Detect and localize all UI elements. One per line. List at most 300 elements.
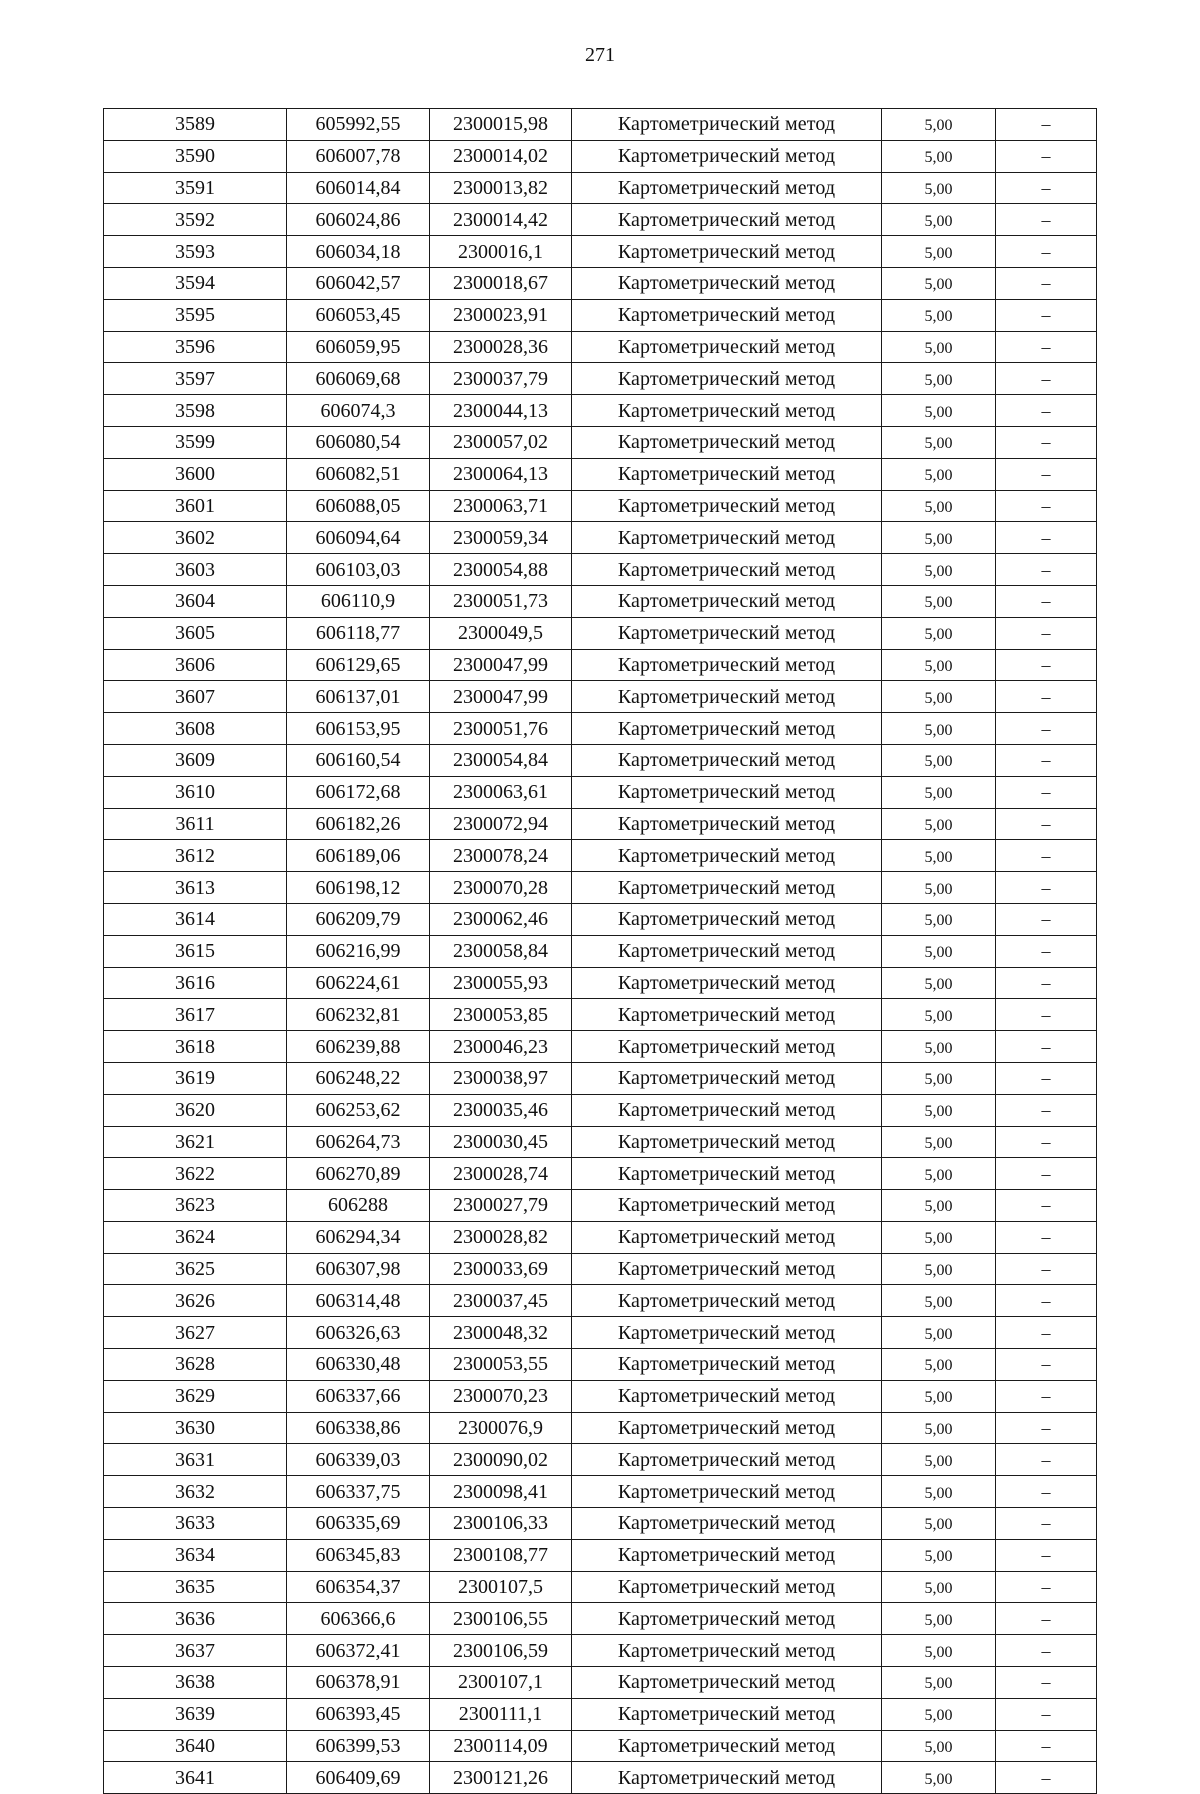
point-number-cell: 3624	[104, 1221, 287, 1253]
table-row	[104, 236, 1097, 268]
note-cell: –	[996, 1730, 1097, 1762]
accuracy-cell: 5,00	[882, 299, 996, 331]
note-cell: –	[996, 236, 1097, 268]
table-row	[104, 1190, 1097, 1222]
coord-y-cell: 2300037,45	[430, 1285, 572, 1317]
note-cell: –	[996, 363, 1097, 395]
note-cell: –	[996, 1126, 1097, 1158]
coord-x-cell: 606224,61	[287, 967, 430, 999]
accuracy-cell: 5,00	[882, 1444, 996, 1476]
point-number-cell: 3598	[104, 395, 287, 427]
table-row	[104, 267, 1097, 299]
method-cell: Картометрический метод	[572, 1031, 882, 1063]
method-cell: Картометрический метод	[572, 617, 882, 649]
point-number-cell: 3628	[104, 1349, 287, 1381]
point-number-cell: 3623	[104, 1190, 287, 1222]
coord-y-cell: 2300028,82	[430, 1221, 572, 1253]
accuracy-cell: 5,00	[882, 1094, 996, 1126]
point-number-cell: 3609	[104, 744, 287, 776]
coord-x-cell: 606366,6	[287, 1603, 430, 1635]
coord-x-cell: 606314,48	[287, 1285, 430, 1317]
table-row	[104, 140, 1097, 172]
method-cell: Картометрический метод	[572, 1190, 882, 1222]
point-number-cell: 3613	[104, 872, 287, 904]
method-cell: Картометрический метод	[572, 1221, 882, 1253]
coord-x-cell: 606372,41	[287, 1635, 430, 1667]
accuracy-cell: 5,00	[882, 1508, 996, 1540]
coord-x-cell: 606172,68	[287, 776, 430, 808]
method-cell: Картометрический метод	[572, 1730, 882, 1762]
table-row	[104, 1062, 1097, 1094]
accuracy-cell: 5,00	[882, 999, 996, 1031]
point-number-cell: 3633	[104, 1508, 287, 1540]
point-number-cell: 3630	[104, 1412, 287, 1444]
coord-y-cell: 2300114,09	[430, 1730, 572, 1762]
note-cell: –	[996, 744, 1097, 776]
table-row	[104, 1635, 1097, 1667]
point-number-cell: 3621	[104, 1126, 287, 1158]
coord-y-cell: 2300057,02	[430, 426, 572, 458]
table-row	[104, 1476, 1097, 1508]
coord-y-cell: 2300058,84	[430, 935, 572, 967]
coord-y-cell: 2300106,55	[430, 1603, 572, 1635]
coord-x-cell: 606253,62	[287, 1094, 430, 1126]
note-cell: –	[996, 458, 1097, 490]
coord-y-cell: 2300070,28	[430, 872, 572, 904]
accuracy-cell: 5,00	[882, 808, 996, 840]
table-row	[104, 1094, 1097, 1126]
coord-x-cell: 606339,03	[287, 1444, 430, 1476]
method-cell: Картометрический метод	[572, 140, 882, 172]
method-cell: Картометрический метод	[572, 1571, 882, 1603]
method-cell: Картометрический метод	[572, 872, 882, 904]
method-cell: Картометрический метод	[572, 1539, 882, 1571]
method-cell: Картометрический метод	[572, 903, 882, 935]
accuracy-cell: 5,00	[882, 109, 996, 141]
method-cell: Картометрический метод	[572, 808, 882, 840]
point-number-cell: 3618	[104, 1031, 287, 1063]
accuracy-cell: 5,00	[882, 1635, 996, 1667]
accuracy-cell: 5,00	[882, 1190, 996, 1222]
table-row	[104, 1158, 1097, 1190]
coord-x-cell: 606042,57	[287, 267, 430, 299]
coord-x-cell: 606354,37	[287, 1571, 430, 1603]
accuracy-cell: 5,00	[882, 1285, 996, 1317]
coord-x-cell: 606014,84	[287, 172, 430, 204]
method-cell: Картометрический метод	[572, 395, 882, 427]
point-number-cell: 3605	[104, 617, 287, 649]
note-cell: –	[996, 999, 1097, 1031]
coord-y-cell: 2300072,94	[430, 808, 572, 840]
table-row	[104, 999, 1097, 1031]
table-row	[104, 1603, 1097, 1635]
accuracy-cell: 5,00	[882, 140, 996, 172]
point-number-cell: 3595	[104, 299, 287, 331]
point-number-cell: 3627	[104, 1317, 287, 1349]
table-row	[104, 1762, 1097, 1794]
note-cell: –	[996, 1635, 1097, 1667]
note-cell: –	[996, 1190, 1097, 1222]
method-cell: Картометрический метод	[572, 554, 882, 586]
accuracy-cell: 5,00	[882, 967, 996, 999]
point-number-cell: 3620	[104, 1094, 287, 1126]
point-number-cell: 3607	[104, 681, 287, 713]
point-number-cell: 3589	[104, 109, 287, 141]
note-cell: –	[996, 395, 1097, 427]
method-cell: Картометрический метод	[572, 1380, 882, 1412]
coord-y-cell: 2300107,1	[430, 1667, 572, 1699]
coord-x-cell: 606294,34	[287, 1221, 430, 1253]
point-number-cell: 3592	[104, 204, 287, 236]
table-row	[104, 1031, 1097, 1063]
note-cell: –	[996, 872, 1097, 904]
coord-x-cell: 606209,79	[287, 903, 430, 935]
note-cell: –	[996, 522, 1097, 554]
method-cell: Картометрический метод	[572, 1253, 882, 1285]
point-number-cell: 3602	[104, 522, 287, 554]
table-row	[104, 1253, 1097, 1285]
method-cell: Картометрический метод	[572, 267, 882, 299]
method-cell: Картометрический метод	[572, 426, 882, 458]
method-cell: Картометрический метод	[572, 744, 882, 776]
method-cell: Картометрический метод	[572, 1412, 882, 1444]
coord-x-cell: 606399,53	[287, 1730, 430, 1762]
table-row	[104, 1730, 1097, 1762]
method-cell: Картометрический метод	[572, 1349, 882, 1381]
note-cell: –	[996, 1317, 1097, 1349]
note-cell: –	[996, 109, 1097, 141]
table-row	[104, 903, 1097, 935]
coord-y-cell: 2300023,91	[430, 299, 572, 331]
method-cell: Картометрический метод	[572, 1062, 882, 1094]
accuracy-cell: 5,00	[882, 1380, 996, 1412]
coord-x-cell: 606307,98	[287, 1253, 430, 1285]
table-row	[104, 935, 1097, 967]
coord-y-cell: 2300062,46	[430, 903, 572, 935]
accuracy-cell: 5,00	[882, 1698, 996, 1730]
coord-y-cell: 2300078,24	[430, 840, 572, 872]
accuracy-cell: 5,00	[882, 1317, 996, 1349]
point-number-cell: 3610	[104, 776, 287, 808]
coord-x-cell: 606034,18	[287, 236, 430, 268]
table-row	[104, 1317, 1097, 1349]
coord-y-cell: 2300047,99	[430, 649, 572, 681]
coord-x-cell: 606288	[287, 1190, 430, 1222]
coord-x-cell: 606232,81	[287, 999, 430, 1031]
accuracy-cell: 5,00	[882, 1221, 996, 1253]
coord-y-cell: 2300027,79	[430, 1190, 572, 1222]
coord-y-cell: 2300054,88	[430, 554, 572, 586]
note-cell: –	[996, 585, 1097, 617]
point-number-cell: 3640	[104, 1730, 287, 1762]
accuracy-cell: 5,00	[882, 204, 996, 236]
method-cell: Картометрический метод	[572, 522, 882, 554]
table-row	[104, 1571, 1097, 1603]
coord-y-cell: 2300098,41	[430, 1476, 572, 1508]
coord-y-cell: 2300106,59	[430, 1635, 572, 1667]
table-row	[104, 1698, 1097, 1730]
note-cell: –	[996, 267, 1097, 299]
method-cell: Картометрический метод	[572, 458, 882, 490]
table-row	[104, 363, 1097, 395]
accuracy-cell: 5,00	[882, 331, 996, 363]
coord-x-cell: 606118,77	[287, 617, 430, 649]
coord-x-cell: 606216,99	[287, 935, 430, 967]
accuracy-cell: 5,00	[882, 1126, 996, 1158]
point-number-cell: 3634	[104, 1539, 287, 1571]
note-cell: –	[996, 1412, 1097, 1444]
accuracy-cell: 5,00	[882, 1062, 996, 1094]
method-cell: Картометрический метод	[572, 1698, 882, 1730]
accuracy-cell: 5,00	[882, 1571, 996, 1603]
accuracy-cell: 5,00	[882, 1730, 996, 1762]
page-number: 271	[585, 44, 615, 66]
coord-x-cell: 606393,45	[287, 1698, 430, 1730]
coord-y-cell: 2300037,79	[430, 363, 572, 395]
coord-x-cell: 606239,88	[287, 1031, 430, 1063]
note-cell: –	[996, 840, 1097, 872]
note-cell: –	[996, 490, 1097, 522]
coord-x-cell: 606189,06	[287, 840, 430, 872]
point-number-cell: 3636	[104, 1603, 287, 1635]
table-row	[104, 872, 1097, 904]
method-cell: Картометрический метод	[572, 776, 882, 808]
coord-y-cell: 2300055,93	[430, 967, 572, 999]
coord-y-cell: 2300106,33	[430, 1508, 572, 1540]
accuracy-cell: 5,00	[882, 1158, 996, 1190]
note-cell: –	[996, 1444, 1097, 1476]
table-row	[104, 458, 1097, 490]
note-cell: –	[996, 1698, 1097, 1730]
point-number-cell: 3599	[104, 426, 287, 458]
coord-x-cell: 606409,69	[287, 1762, 430, 1794]
table-row	[104, 681, 1097, 713]
coord-y-cell: 2300015,98	[430, 109, 572, 141]
method-cell: Картометрический метод	[572, 935, 882, 967]
point-number-cell: 3593	[104, 236, 287, 268]
note-cell: –	[996, 1221, 1097, 1253]
table-row	[104, 617, 1097, 649]
method-cell: Картометрический метод	[572, 840, 882, 872]
table-row	[104, 1380, 1097, 1412]
coord-y-cell: 2300051,76	[430, 713, 572, 745]
coord-x-cell: 606059,95	[287, 331, 430, 363]
coord-x-cell: 606082,51	[287, 458, 430, 490]
coord-x-cell: 606088,05	[287, 490, 430, 522]
table-row	[104, 204, 1097, 236]
accuracy-cell: 5,00	[882, 490, 996, 522]
accuracy-cell: 5,00	[882, 1349, 996, 1381]
coord-y-cell: 2300063,71	[430, 490, 572, 522]
table-row	[104, 744, 1097, 776]
coord-y-cell: 2300107,5	[430, 1571, 572, 1603]
table-row	[104, 1508, 1097, 1540]
method-cell: Картометрический метод	[572, 299, 882, 331]
point-number-cell: 3637	[104, 1635, 287, 1667]
coord-x-cell: 606094,64	[287, 522, 430, 554]
coord-y-cell: 2300064,13	[430, 458, 572, 490]
method-cell: Картометрический метод	[572, 1635, 882, 1667]
point-number-cell: 3614	[104, 903, 287, 935]
accuracy-cell: 5,00	[882, 395, 996, 427]
table-row	[104, 776, 1097, 808]
table-row	[104, 649, 1097, 681]
coord-x-cell: 606248,22	[287, 1062, 430, 1094]
point-number-cell: 3603	[104, 554, 287, 586]
method-cell: Картометрический метод	[572, 585, 882, 617]
method-cell: Картометрический метод	[572, 1603, 882, 1635]
coord-y-cell: 2300014,02	[430, 140, 572, 172]
table-row	[104, 1444, 1097, 1476]
coord-y-cell: 2300051,73	[430, 585, 572, 617]
method-cell: Картометрический метод	[572, 204, 882, 236]
point-number-cell: 3625	[104, 1253, 287, 1285]
coord-y-cell: 2300054,84	[430, 744, 572, 776]
table-row	[104, 426, 1097, 458]
accuracy-cell: 5,00	[882, 554, 996, 586]
note-cell: –	[996, 1667, 1097, 1699]
point-number-cell: 3639	[104, 1698, 287, 1730]
point-number-cell: 3619	[104, 1062, 287, 1094]
method-cell: Картометрический метод	[572, 649, 882, 681]
method-cell: Картометрический метод	[572, 1667, 882, 1699]
coord-x-cell: 606378,91	[287, 1667, 430, 1699]
point-number-cell: 3641	[104, 1762, 287, 1794]
note-cell: –	[996, 1508, 1097, 1540]
accuracy-cell: 5,00	[882, 236, 996, 268]
point-number-cell: 3631	[104, 1444, 287, 1476]
table-row	[104, 808, 1097, 840]
coord-x-cell: 606069,68	[287, 363, 430, 395]
table-row	[104, 299, 1097, 331]
coord-y-cell: 2300111,1	[430, 1698, 572, 1730]
method-cell: Картометрический метод	[572, 172, 882, 204]
note-cell: –	[996, 1476, 1097, 1508]
method-cell: Картометрический метод	[572, 331, 882, 363]
coord-x-cell: 606326,63	[287, 1317, 430, 1349]
coord-y-cell: 2300018,67	[430, 267, 572, 299]
coord-y-cell: 2300070,23	[430, 1380, 572, 1412]
point-number-cell: 3617	[104, 999, 287, 1031]
note-cell: –	[996, 903, 1097, 935]
table-row	[104, 1539, 1097, 1571]
table-row	[104, 840, 1097, 872]
accuracy-cell: 5,00	[882, 1539, 996, 1571]
table-row	[104, 109, 1097, 141]
coord-y-cell: 2300108,77	[430, 1539, 572, 1571]
coord-y-cell: 2300028,36	[430, 331, 572, 363]
accuracy-cell: 5,00	[882, 1412, 996, 1444]
coord-y-cell: 2300046,23	[430, 1031, 572, 1063]
method-cell: Картометрический метод	[572, 236, 882, 268]
point-number-cell: 3629	[104, 1380, 287, 1412]
point-number-cell: 3615	[104, 935, 287, 967]
coord-y-cell: 2300016,1	[430, 236, 572, 268]
note-cell: –	[996, 1571, 1097, 1603]
point-number-cell: 3600	[104, 458, 287, 490]
point-number-cell: 3638	[104, 1667, 287, 1699]
table-row	[104, 1285, 1097, 1317]
accuracy-cell: 5,00	[882, 903, 996, 935]
coord-x-cell: 606024,86	[287, 204, 430, 236]
coord-x-cell: 606335,69	[287, 1508, 430, 1540]
table-row	[104, 490, 1097, 522]
method-cell: Картометрический метод	[572, 1094, 882, 1126]
point-number-cell: 3616	[104, 967, 287, 999]
note-cell: –	[996, 554, 1097, 586]
table-row	[104, 1126, 1097, 1158]
coord-x-cell: 606182,26	[287, 808, 430, 840]
accuracy-cell: 5,00	[882, 1253, 996, 1285]
method-cell: Картометрический метод	[572, 1476, 882, 1508]
table-row	[104, 585, 1097, 617]
note-cell: –	[996, 713, 1097, 745]
note-cell: –	[996, 1603, 1097, 1635]
table-row	[104, 1412, 1097, 1444]
method-cell: Картометрический метод	[572, 967, 882, 999]
method-cell: Картометрический метод	[572, 109, 882, 141]
point-number-cell: 3591	[104, 172, 287, 204]
note-cell: –	[996, 140, 1097, 172]
note-cell: –	[996, 1380, 1097, 1412]
table-row	[104, 1349, 1097, 1381]
method-cell: Картометрический метод	[572, 1285, 882, 1317]
method-cell: Картометрический метод	[572, 713, 882, 745]
coord-y-cell: 2300014,42	[430, 204, 572, 236]
coord-y-cell: 2300053,55	[430, 1349, 572, 1381]
coord-y-cell: 2300028,74	[430, 1158, 572, 1190]
note-cell: –	[996, 1094, 1097, 1126]
coord-y-cell: 2300044,13	[430, 395, 572, 427]
coord-y-cell: 2300076,9	[430, 1412, 572, 1444]
point-number-cell: 3632	[104, 1476, 287, 1508]
method-cell: Картометрический метод	[572, 1158, 882, 1190]
coord-x-cell: 606264,73	[287, 1126, 430, 1158]
coord-y-cell: 2300013,82	[430, 172, 572, 204]
coord-x-cell: 606137,01	[287, 681, 430, 713]
coord-x-cell: 606198,12	[287, 872, 430, 904]
note-cell: –	[996, 808, 1097, 840]
table-row	[104, 395, 1097, 427]
coord-y-cell: 2300038,97	[430, 1062, 572, 1094]
accuracy-cell: 5,00	[882, 744, 996, 776]
accuracy-cell: 5,00	[882, 1603, 996, 1635]
note-cell: –	[996, 331, 1097, 363]
point-number-cell: 3590	[104, 140, 287, 172]
accuracy-cell: 5,00	[882, 172, 996, 204]
coord-x-cell: 606080,54	[287, 426, 430, 458]
note-cell: –	[996, 204, 1097, 236]
point-number-cell: 3608	[104, 713, 287, 745]
coord-x-cell: 606337,75	[287, 1476, 430, 1508]
accuracy-cell: 5,00	[882, 713, 996, 745]
coord-y-cell: 2300035,46	[430, 1094, 572, 1126]
note-cell: –	[996, 617, 1097, 649]
coordinates-table	[103, 108, 1097, 1794]
point-number-cell: 3606	[104, 649, 287, 681]
point-number-cell: 3612	[104, 840, 287, 872]
point-number-cell: 3597	[104, 363, 287, 395]
note-cell: –	[996, 1349, 1097, 1381]
accuracy-cell: 5,00	[882, 649, 996, 681]
point-number-cell: 3604	[104, 585, 287, 617]
coord-x-cell: 606103,03	[287, 554, 430, 586]
note-cell: –	[996, 1158, 1097, 1190]
table-row	[104, 1221, 1097, 1253]
point-number-cell: 3611	[104, 808, 287, 840]
method-cell: Картометрический метод	[572, 363, 882, 395]
accuracy-cell: 5,00	[882, 617, 996, 649]
